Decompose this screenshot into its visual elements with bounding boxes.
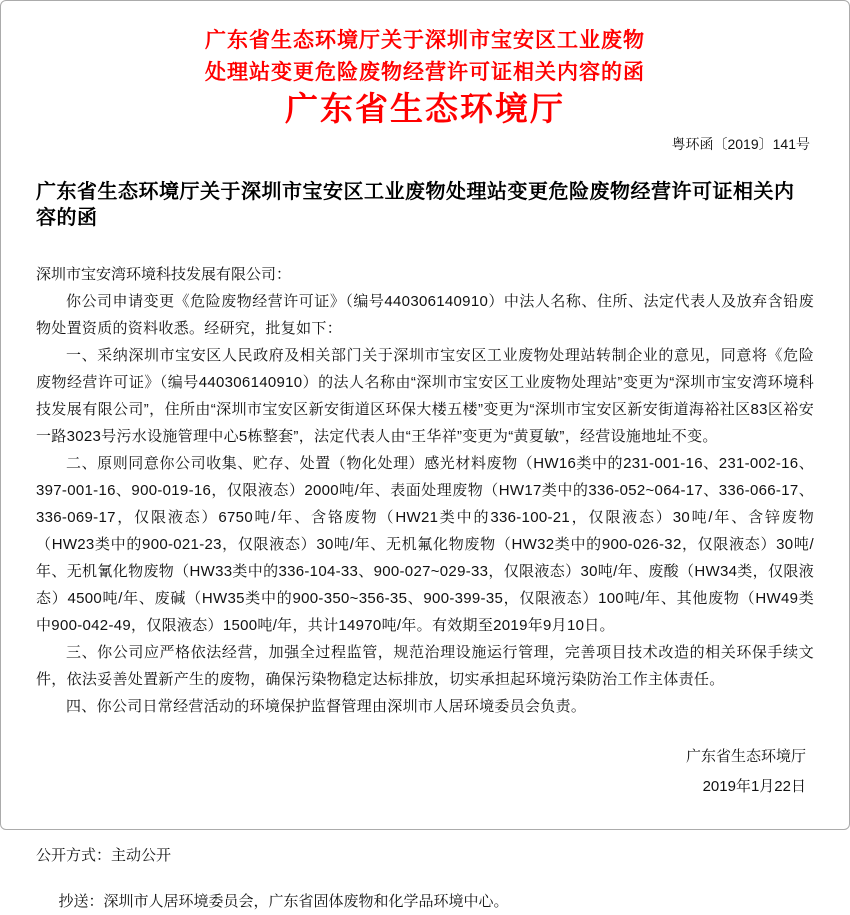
red-title-line-1: 广东省生态环境厅关于深圳市宝安区工业废物 [205, 29, 645, 52]
cc-line: 抄送：深圳市人居环境委员会，广东省固体废物和化学品环境中心。 [58, 893, 509, 910]
agency-name-banner: 广东省生态环境厅 [285, 90, 565, 127]
red-title-line-2: 处理站变更危险废物经营许可证相关内容的函 [205, 61, 645, 84]
signature-date: 2019年1月22日 [702, 778, 806, 795]
body-paragraph-item-1: 一、采纳深圳市宝安区人民政府及相关部门关于深圳市宝安区工业废物处理站转制企业的意见，同意将《危险废物经营许可证》（编号440306140910）的法人名称由“深圳市宝安区工业废物处理站”变更为“深圳市宝安湾环境科技发展有限公司”，住所由“深圳市宝安区新安街道区环保大楼五楼”变更为“深圳市宝安区新安街道海裕社区83区裕安一路3023号污水设施管理中心5栋整套”，法定代表人由“王华祥”变更为“黄夏敏”，经营设施地址不变。 [36, 347, 814, 445]
signature-agency: 广东省生态环境厅 [685, 748, 806, 765]
body-paragraph-intro: 你公司申请变更《危险废物经营许可证》（编号440306140910）中法人名称、住所、法定代表人及放弃含铅废物处置资质的资料收悉。经研究，批复如下： [36, 293, 814, 337]
disclosure-method: 公开方式：主动公开 [36, 847, 172, 864]
body-paragraph-item-2: 二、原则同意你公司收集、贮存、处置（物化处理）感光材料废物（HW16类中的231-001-16、231-002-16、397-001-16、900-019-16，仅限液态）2000吨/年、表面处理废物（HW17类中的336-052~064-17、336-066-17、336-069-17，仅限液态）6750吨/年、含铬废物（HW21类中的336-100-21，仅限液态）30吨/年、含锌废物（HW23类中的900-021-23，仅限液态）30吨/年、无机氟化物废物（HW32类中的900-026-32，仅限液态）30吨/年、无机氰化物废物（HW33类中的336-104-33、900-027~029-33，仅限液态）30吨/年、废酸（HW34类，仅限液态）4500吨/年、废碱（HW35类中的900-350~356-35、900-399-35，仅限液态）100吨/年、其他废物（HW49类中900-042-49，仅限液态）1500吨/年，共计14970吨/年。有效期至2019年9月10日。 [36, 455, 814, 634]
document-red-title [36, 25, 814, 89]
signature-block [36, 742, 814, 802]
body-paragraph-item-3: 三、你公司应严格依法经营，加强全过程监管，规范治理设施运行管理，完善项目技术改造的相关环保手续文件，依法妥善处置新产生的废物，确保污染物稳定达标排放，切实承担起环境污染防治工作主体责任。 [36, 644, 814, 688]
recipient-salutation: 深圳市宝安湾环境科技发展有限公司： [36, 266, 292, 283]
document-heading: 广东省生态环境厅关于深圳市宝安区工业废物处理站变更危险废物经营许可证相关内容的函 [36, 181, 795, 229]
document-number: 粤环函〔2019〕141号 [671, 136, 810, 152]
body-paragraph-item-4: 四、你公司日常经营活动的环境保护监督管理由深圳市人居环境委员会负责。 [66, 698, 587, 715]
